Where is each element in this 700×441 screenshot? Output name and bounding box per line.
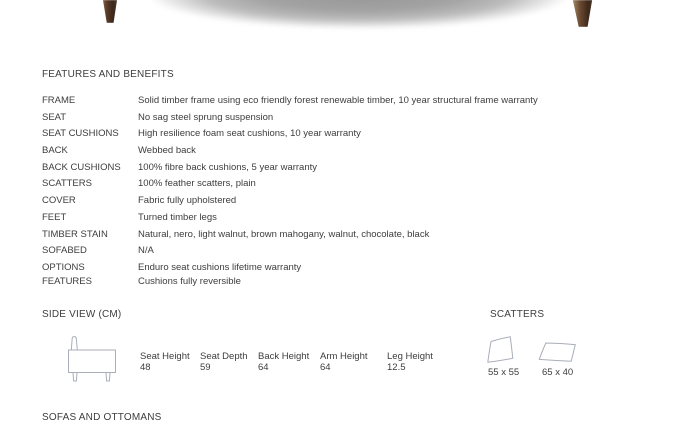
measurement-value: 64 bbox=[320, 361, 331, 373]
measurement-back-height bbox=[258, 352, 309, 373]
measurement-seat-height bbox=[140, 352, 190, 373]
feature-label: SCATTERS bbox=[42, 178, 92, 190]
measurement-leg-height bbox=[387, 352, 433, 373]
feature-value: Enduro seat cushions lifetime warranty bbox=[138, 261, 302, 273]
sofa-floor-shadow bbox=[108, 0, 610, 38]
feature-label: OPTIONS bbox=[42, 261, 85, 273]
feature-value: High resilience foam seat cushions, 10 year warranty bbox=[138, 128, 361, 140]
measurement-arm-height bbox=[320, 352, 368, 373]
feature-row-timber-stain bbox=[42, 229, 672, 246]
feature-label: BACK CUSHIONS bbox=[42, 161, 121, 173]
scatters-heading: SCATTERS bbox=[490, 309, 545, 320]
feature-row-features bbox=[42, 276, 672, 293]
feature-value: Solid timber frame using eco friendly forest renewable timber, 10 year structural frame warranty bbox=[138, 95, 538, 106]
square-scatter-cushion-icon bbox=[483, 334, 517, 368]
feature-row-back bbox=[42, 145, 672, 162]
features-and-benefits-heading: FEATURES AND BENEFITS bbox=[42, 69, 174, 80]
feature-label: FRAME bbox=[42, 95, 76, 106]
measurement-label: Arm Height bbox=[320, 351, 368, 362]
measurement-value: 12.5 bbox=[387, 361, 406, 373]
measurement-value: 59 bbox=[200, 361, 211, 373]
feature-label: COVER bbox=[42, 195, 76, 207]
measurement-label: Seat Depth bbox=[200, 351, 248, 362]
feature-label: SEAT CUSHIONS bbox=[42, 128, 119, 140]
measurement-label: Back Height bbox=[258, 351, 310, 362]
product-photo bbox=[0, 0, 700, 62]
measurement-value: 64 bbox=[258, 361, 269, 373]
measurement-label: Leg Height bbox=[387, 351, 433, 362]
feature-row-seat-cushions bbox=[42, 128, 672, 145]
feature-row-feet bbox=[42, 212, 672, 229]
feature-label: TIMBER STAIN bbox=[42, 228, 108, 240]
feature-value: Fabric fully upholstered bbox=[138, 195, 237, 207]
feature-value: Turned timber legs bbox=[138, 211, 217, 223]
feature-row-options bbox=[42, 262, 672, 276]
measurement-value: 48 bbox=[140, 361, 151, 373]
feature-value: Webbed back bbox=[138, 145, 196, 157]
feature-value: No sag steel sprung suspension bbox=[138, 111, 274, 123]
measurements-row bbox=[0, 352, 700, 376]
feature-row-scatters bbox=[42, 178, 672, 195]
feature-row-frame bbox=[42, 95, 672, 112]
rectangular-scatter-cushion-icon bbox=[537, 340, 579, 364]
side-view-heading: SIDE VIEW (CM) bbox=[42, 309, 122, 320]
feature-row-sofabed bbox=[42, 245, 672, 262]
feature-label: FEET bbox=[42, 211, 67, 223]
feature-label: SOFABED bbox=[42, 245, 87, 257]
feature-row-cover bbox=[42, 195, 672, 212]
feature-value: Cushions fully reversible bbox=[138, 275, 241, 287]
feature-value: N/A bbox=[138, 245, 154, 257]
measurement-label: Seat Height bbox=[140, 351, 190, 362]
scatter-size-label: 55 x 55 bbox=[488, 367, 520, 378]
feature-value: Natural, nero, light walnut, brown mahogany, walnut, chocolate, black bbox=[138, 228, 430, 240]
feature-row-seat bbox=[42, 112, 672, 129]
scatter-size-label: 65 x 40 bbox=[542, 367, 574, 378]
feature-label: BACK bbox=[42, 145, 68, 157]
feature-label: SEAT bbox=[42, 111, 67, 123]
feature-value: 100% feather scatters, plain bbox=[138, 178, 256, 190]
feature-row-back-cushions bbox=[42, 162, 672, 179]
feature-label: FEATURES bbox=[42, 275, 92, 287]
measurement-seat-depth bbox=[200, 352, 248, 373]
feature-value: 100% fibre back cushions, 5 year warranty bbox=[138, 161, 318, 173]
sofas-and-ottomans-heading: SOFAS AND OTTOMANS bbox=[42, 412, 162, 423]
features-table bbox=[42, 95, 672, 293]
